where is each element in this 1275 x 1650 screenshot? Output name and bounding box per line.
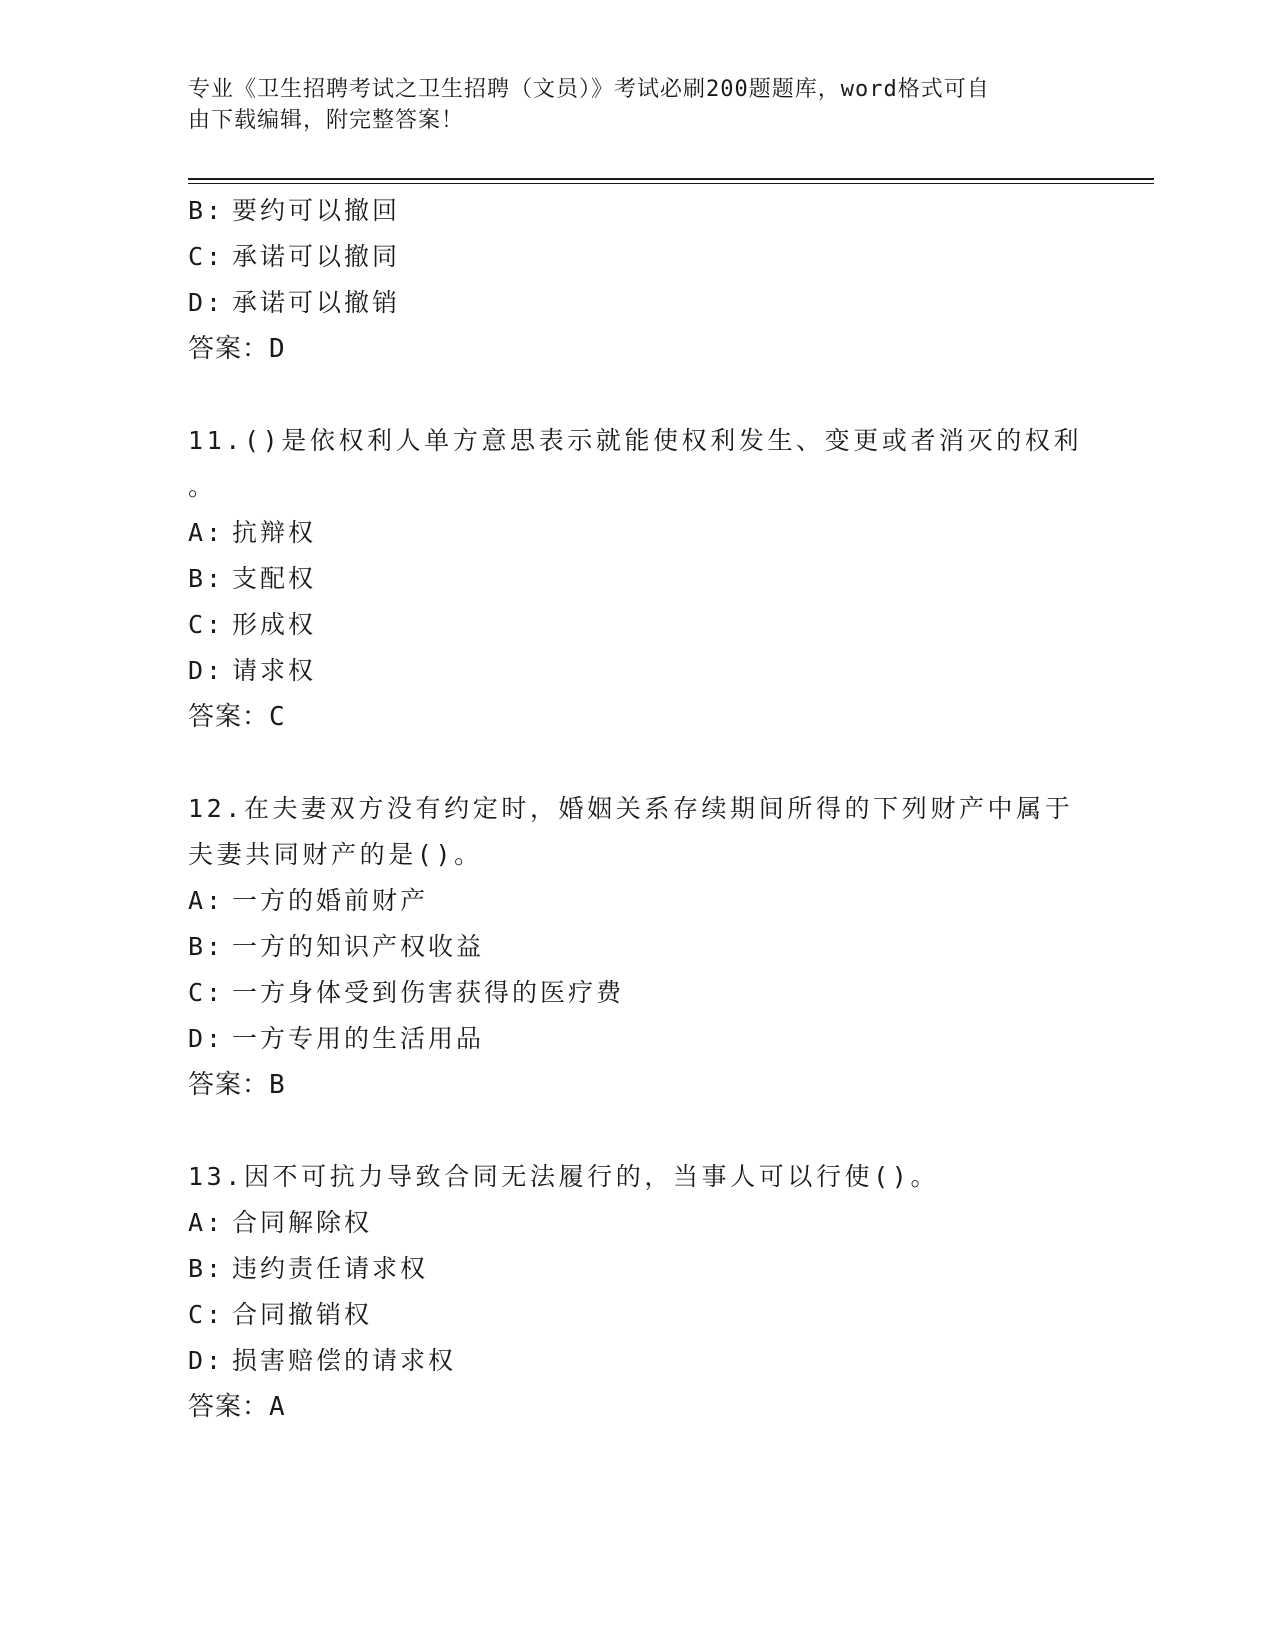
- option-text: 支配权: [232, 564, 317, 593]
- answer-line: [188, 1384, 1088, 1430]
- question-stem-line: 13.因不可抗力导致合同无法履行的，当事人可以行使()。: [188, 1162, 940, 1191]
- header-divider-thin: [188, 183, 1154, 184]
- option-a: [188, 1200, 1088, 1246]
- option-a: [188, 878, 1088, 924]
- option-text: 承诺可以撤同: [232, 242, 401, 271]
- option-d: [188, 648, 1088, 694]
- option-text: 承诺可以撤销: [232, 288, 401, 317]
- option-c: [188, 602, 1088, 648]
- question-stem-line: 夫妻共同财产的是()。: [188, 840, 483, 869]
- option-key: D:: [188, 1024, 225, 1053]
- option-text: 合同撤销权: [232, 1300, 373, 1329]
- answer-label: 答案：: [188, 702, 270, 732]
- option-d: [188, 1016, 1088, 1062]
- header-divider-thick: [188, 178, 1154, 180]
- option-text: 损害赔偿的请求权: [232, 1346, 457, 1375]
- answer-label: 答案：: [188, 1392, 270, 1422]
- header-line-1: 专业《卫生招聘考试之卫生招聘（文员）》考试必刷200题题库，word格式可自: [188, 77, 990, 102]
- option-text: 要约可以撤回: [232, 196, 401, 225]
- option-key: C:: [188, 978, 225, 1007]
- question-stem-line: 。: [188, 472, 217, 501]
- question-10: [188, 188, 1088, 372]
- option-key: B:: [188, 196, 225, 225]
- question-13: [188, 1154, 1088, 1430]
- option-key: B:: [188, 564, 225, 593]
- question-stem-line: 12.在夫妻双方没有约定时，婚姻关系存续期间所得的下列财产中属于: [188, 794, 1074, 823]
- option-key: D:: [188, 288, 225, 317]
- option-text: 请求权: [232, 656, 317, 685]
- option-a: [188, 510, 1088, 556]
- answer-line: [188, 694, 1088, 740]
- option-text: 抗辩权: [232, 518, 317, 547]
- option-text: 一方身体受到伤害获得的医疗费: [232, 978, 625, 1007]
- question-11: [188, 418, 1088, 740]
- option-b: [188, 924, 1088, 970]
- option-text: 一方的婚前财产: [232, 886, 429, 915]
- option-text: 一方专用的生活用品: [232, 1024, 485, 1053]
- option-b: [188, 188, 1088, 234]
- option-text: 违约责任请求权: [232, 1254, 429, 1283]
- option-key: B:: [188, 1254, 225, 1283]
- option-text: 合同解除权: [232, 1208, 373, 1237]
- answer-label: 答案：: [188, 1070, 270, 1100]
- option-text: 一方的知识产权收益: [232, 932, 485, 961]
- option-c: [188, 234, 1088, 280]
- answer-line: [188, 1062, 1088, 1108]
- answer-label: 答案：: [188, 334, 270, 364]
- option-c: [188, 970, 1088, 1016]
- header-line-2: 由下载编辑，附完整答案！: [188, 108, 465, 133]
- option-c: [188, 1292, 1088, 1338]
- answer-value: D: [269, 334, 286, 364]
- option-d: [188, 280, 1088, 326]
- option-key: C:: [188, 242, 225, 271]
- answer-value: A: [269, 1392, 286, 1422]
- answer-value: C: [269, 702, 286, 732]
- option-b: [188, 556, 1088, 602]
- option-key: A:: [188, 518, 225, 547]
- answer-line: [188, 326, 1088, 372]
- option-text: 形成权: [232, 610, 317, 639]
- option-key: C:: [188, 1300, 225, 1329]
- option-key: B:: [188, 932, 225, 961]
- option-b: [188, 1246, 1088, 1292]
- option-key: C:: [188, 610, 225, 639]
- option-d: [188, 1338, 1088, 1384]
- question-12: [188, 786, 1088, 1108]
- option-key: A:: [188, 886, 225, 915]
- question-list: [188, 188, 1088, 1430]
- option-key: D:: [188, 1346, 225, 1375]
- document-header: [188, 74, 1088, 136]
- option-key: A:: [188, 1208, 225, 1237]
- option-key: D:: [188, 656, 225, 685]
- question-stem-line: 11.()是依权利人单方意思表示就能使权利发生、变更或者消灭的权利: [188, 426, 1083, 455]
- answer-value: B: [269, 1070, 286, 1100]
